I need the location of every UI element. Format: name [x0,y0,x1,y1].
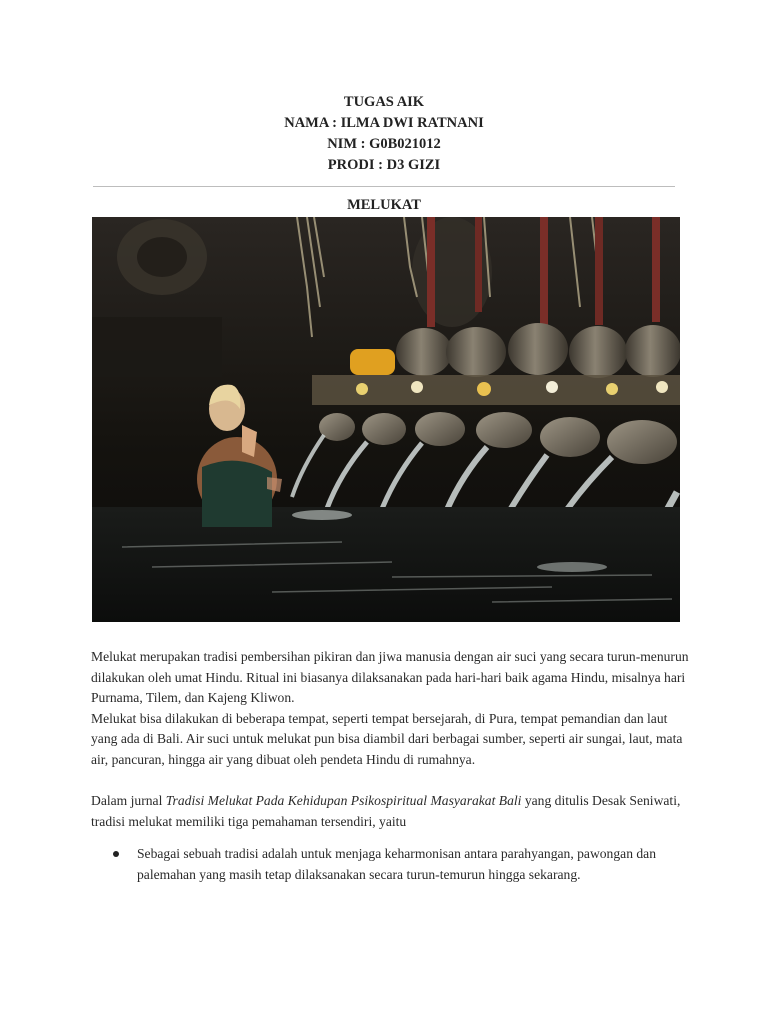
paragraph-definition: Melukat merupakan tradisi pembersihan pikiran dan jiwa manusia dengan air suci yang secara turun-menurun dilakukan oleh umat Hindu. Ritual ini biasanya dilaksanakan pada hari-hari baik agama Hindu, misalnya hari Purnama, Tilem, dan Kajeng Kliwon. [91,649,689,706]
understanding-list [91,844,691,885]
paragraph-journal [91,791,691,832]
header-nim: NIM : G0B021012 [327,136,441,152]
list-item-text: Sebagai sebuah tradisi adalah untuk menjaga keharmonisan antara parahyangan, pawongan dan palemahan yang masih tetap dilaksanakan secara turun-temurun hingga sekarang. [137,846,657,882]
body-text [91,647,691,886]
horizontal-rule [93,186,675,187]
list-item [91,844,691,885]
journal-intro: Dalam jurnal [91,793,166,809]
journal-continuation: yang ditulis Desak Seniwati, tradisi melukat memiliki tiga pemahaman tersendiri, yaitu [91,793,681,829]
header-assignment: TUGAS AIK [343,94,425,110]
paragraph-locations: Melukat bisa dilakukan di beberapa tempat, seperti tempat bersejarah, di Pura, tempat pemandian dan laut yang ada di Bali. Air suci untuk melukat pun bisa diambil dari berbagai sumber, seperti air sungai, laut, mata air, pancuran, hingga air yang dibuat oleh pendeta Hindu di rumahnya. [91,710,683,767]
header-prodi: PRODI : D3 GIZI [327,157,441,173]
document-header [0,92,768,176]
journal-title: Tradisi Melukat Pada Kehidupan Psikospiritual Masyarakat Bali [165,793,522,809]
header-name: NAMA : ILMA DWI RATNANI [284,115,484,131]
melukat-photo [92,217,680,622]
bullet-icon [113,851,119,857]
section-title: MELUKAT [347,197,421,213]
